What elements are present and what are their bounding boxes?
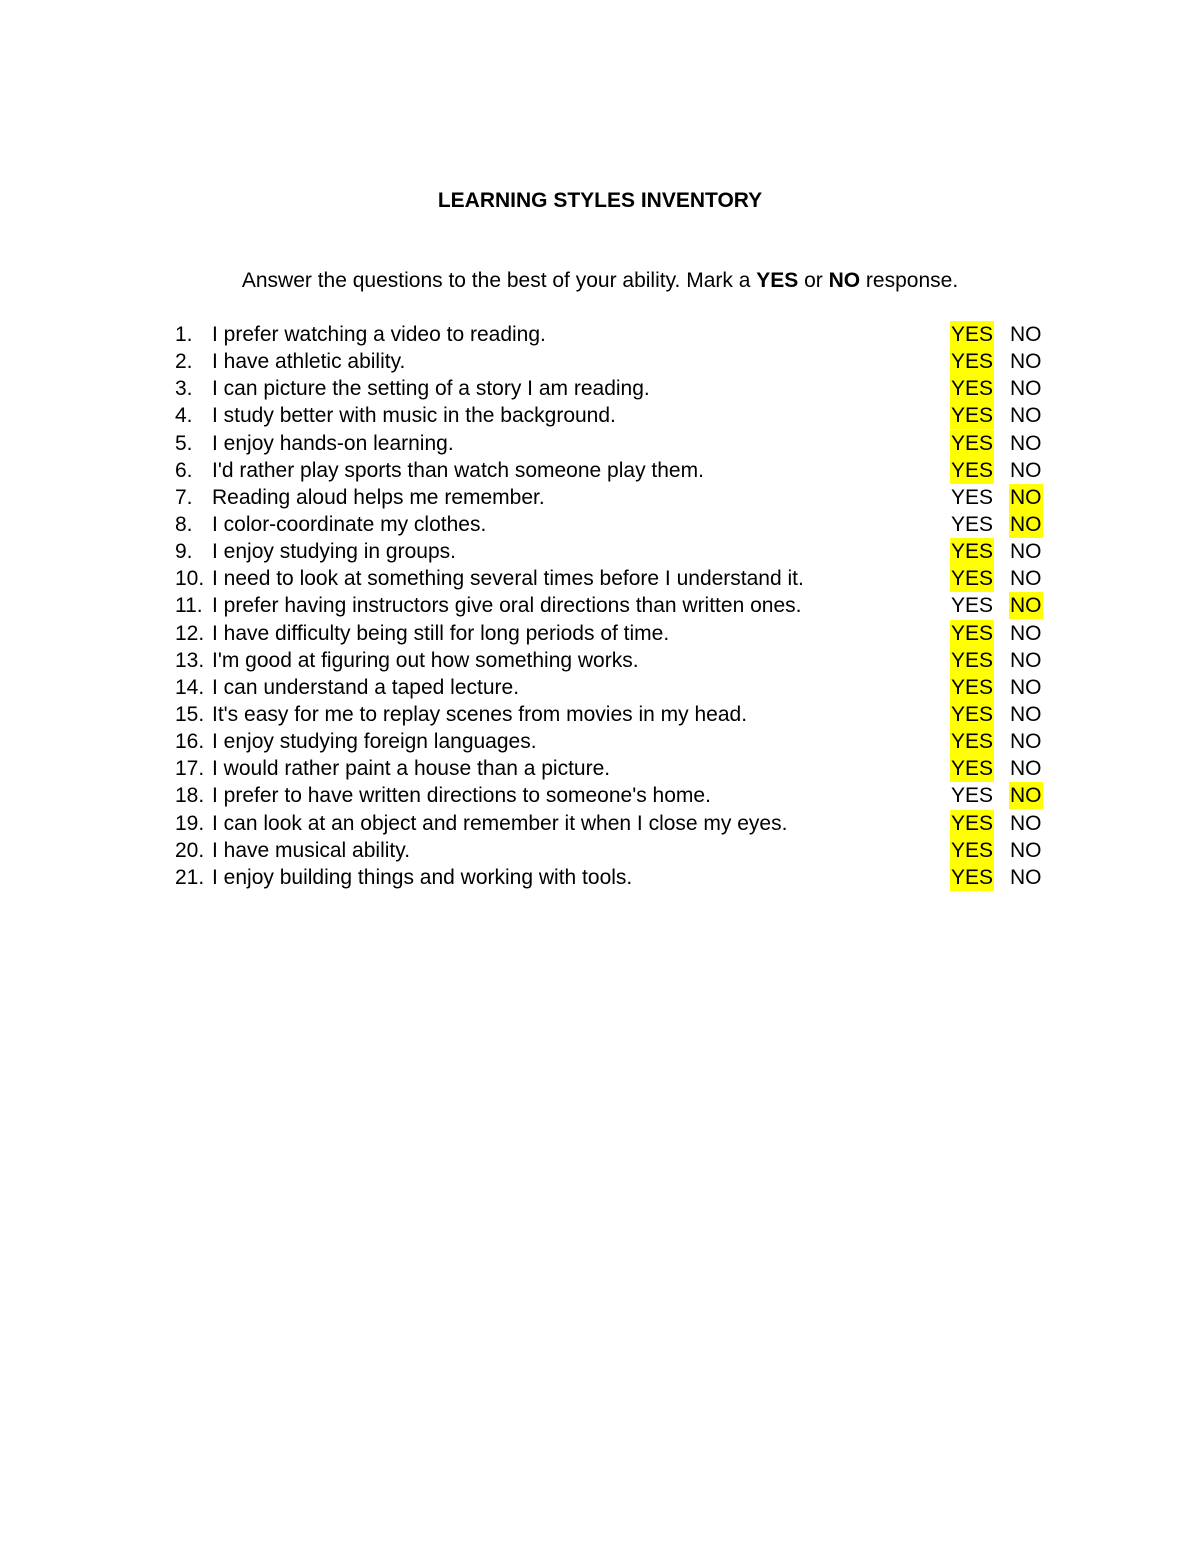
question-number: 1. xyxy=(175,323,193,346)
no-option[interactable]: NO xyxy=(1010,540,1042,564)
no-option[interactable]: NO xyxy=(1010,757,1042,781)
question-number: 3. xyxy=(175,377,193,401)
question-item xyxy=(175,728,1055,755)
question-number: 12. xyxy=(175,621,205,645)
yes-option[interactable]: YES xyxy=(951,838,994,862)
yes-option[interactable]: YES xyxy=(951,621,994,645)
question-item xyxy=(175,837,1055,864)
question-text: I prefer to have written directions to someone's home. xyxy=(212,784,711,808)
yes-option[interactable]: YES xyxy=(951,377,994,401)
question-item xyxy=(175,321,1055,348)
yes-option[interactable]: YES xyxy=(951,458,994,482)
question-item xyxy=(175,348,1055,375)
yes-option[interactable]: YES xyxy=(951,675,994,699)
yes-option[interactable]: YES xyxy=(951,404,994,428)
question-item xyxy=(175,592,1055,619)
question-text: I have musical ability. xyxy=(212,838,411,862)
yes-option[interactable]: YES xyxy=(951,811,994,835)
no-option[interactable]: NO xyxy=(1010,404,1042,428)
question-number: 20. xyxy=(175,838,205,862)
question-item xyxy=(175,484,1055,511)
instructions-no: NO xyxy=(828,269,861,292)
question-text: I enjoy studying foreign languages. xyxy=(212,730,537,754)
instructions xyxy=(0,266,1200,296)
no-option[interactable]: NO xyxy=(1010,350,1042,374)
question-text: I enjoy building things and working with tools. xyxy=(212,865,633,889)
no-option[interactable]: NO xyxy=(1010,377,1042,401)
question-number: 17. xyxy=(175,757,205,781)
question-number: 14. xyxy=(175,675,205,699)
yes-option[interactable]: YES xyxy=(951,567,994,591)
no-option[interactable]: NO xyxy=(1010,323,1042,346)
question-item xyxy=(175,782,1055,809)
question-number: 6. xyxy=(175,458,193,482)
question-number: 10. xyxy=(175,567,205,591)
yes-option[interactable]: YES xyxy=(951,757,994,781)
no-option[interactable]: NO xyxy=(1010,675,1042,699)
question-item xyxy=(175,755,1055,782)
yes-option[interactable]: YES xyxy=(951,540,994,564)
yes-option[interactable]: YES xyxy=(951,702,994,726)
instructions-text: Answer the questions to the best of your ability. Mark a xyxy=(241,269,757,292)
question-text: I can picture the setting of a story I am reading. xyxy=(212,377,650,401)
question-text: I prefer watching a video to reading. xyxy=(212,323,546,346)
question-number: 5. xyxy=(175,431,193,455)
question-item xyxy=(175,538,1055,565)
yes-option[interactable]: YES xyxy=(951,594,994,618)
no-option[interactable]: NO xyxy=(1010,648,1042,672)
question-item xyxy=(175,674,1055,701)
question-number: 4. xyxy=(175,404,193,428)
question-item xyxy=(175,620,1055,647)
yes-option[interactable]: YES xyxy=(951,323,994,346)
question-text: I enjoy studying in groups. xyxy=(212,540,456,564)
no-option[interactable]: NO xyxy=(1010,838,1042,862)
question-item xyxy=(175,864,1055,891)
question-number: 18. xyxy=(175,784,205,808)
no-option[interactable]: NO xyxy=(1010,485,1042,509)
no-option[interactable]: NO xyxy=(1010,512,1042,536)
yes-option[interactable]: YES xyxy=(951,730,994,754)
question-number: 13. xyxy=(175,648,205,672)
question-number: 21. xyxy=(175,865,205,889)
yes-option[interactable]: YES xyxy=(951,784,994,808)
question-item xyxy=(175,565,1055,592)
instructions-or: or xyxy=(798,269,829,292)
question-number: 7. xyxy=(175,485,193,509)
question-text: It's easy for me to replay scenes from movies in my head. xyxy=(212,702,748,726)
question-item xyxy=(175,430,1055,457)
question-text: I have athletic ability. xyxy=(212,350,406,374)
question-text: I study better with music in the background. xyxy=(212,404,616,428)
no-option[interactable]: NO xyxy=(1010,784,1042,808)
question-number: 15. xyxy=(175,702,205,726)
question-number: 19. xyxy=(175,811,205,835)
question-number: 16. xyxy=(175,730,205,754)
no-option[interactable]: NO xyxy=(1010,730,1042,754)
question-number: 8. xyxy=(175,512,193,536)
question-item xyxy=(175,511,1055,538)
question-text: I need to look at something several times before I understand it. xyxy=(212,567,804,591)
question-list xyxy=(175,321,1055,891)
question-number: 9. xyxy=(175,540,193,564)
question-text: I'd rather play sports than watch someone play them. xyxy=(212,458,704,482)
question-item xyxy=(175,647,1055,674)
question-number: 2. xyxy=(175,350,193,374)
question-item xyxy=(175,375,1055,402)
question-item xyxy=(175,810,1055,837)
yes-option[interactable]: YES xyxy=(951,865,994,889)
yes-option[interactable]: YES xyxy=(951,350,994,374)
no-option[interactable]: NO xyxy=(1010,865,1042,889)
question-text: I prefer having instructors give oral directions than written ones. xyxy=(212,594,802,618)
no-option[interactable]: NO xyxy=(1010,458,1042,482)
instructions-yes: YES xyxy=(756,269,799,292)
yes-option[interactable]: YES xyxy=(951,512,994,536)
question-text: I'm good at figuring out how something works. xyxy=(212,648,639,672)
page-title: LEARNING STYLES INVENTORY xyxy=(437,189,763,212)
no-option[interactable]: NO xyxy=(1010,594,1042,618)
yes-option[interactable]: YES xyxy=(951,648,994,672)
question-item xyxy=(175,402,1055,429)
yes-option[interactable]: YES xyxy=(951,485,994,509)
question-text: Reading aloud helps me remember. xyxy=(212,485,545,509)
no-option[interactable]: NO xyxy=(1010,621,1042,645)
no-option[interactable]: NO xyxy=(1010,811,1042,835)
question-text: I can look at an object and remember it when I close my eyes. xyxy=(212,811,788,835)
no-option[interactable]: NO xyxy=(1010,431,1042,455)
instructions-end: response. xyxy=(860,269,959,292)
yes-option[interactable]: YES xyxy=(951,431,994,455)
question-text: I can understand a taped lecture. xyxy=(212,675,520,699)
question-item xyxy=(175,457,1055,484)
question-text: I enjoy hands-on learning. xyxy=(212,431,454,455)
question-item xyxy=(175,701,1055,728)
question-text: I color-coordinate my clothes. xyxy=(212,512,487,536)
question-text: I would rather paint a house than a picture. xyxy=(212,757,611,781)
no-option[interactable]: NO xyxy=(1010,702,1042,726)
question-number: 11. xyxy=(175,594,203,618)
no-option[interactable]: NO xyxy=(1010,567,1042,591)
question-text: I have difficulty being still for long periods of time. xyxy=(212,621,670,645)
